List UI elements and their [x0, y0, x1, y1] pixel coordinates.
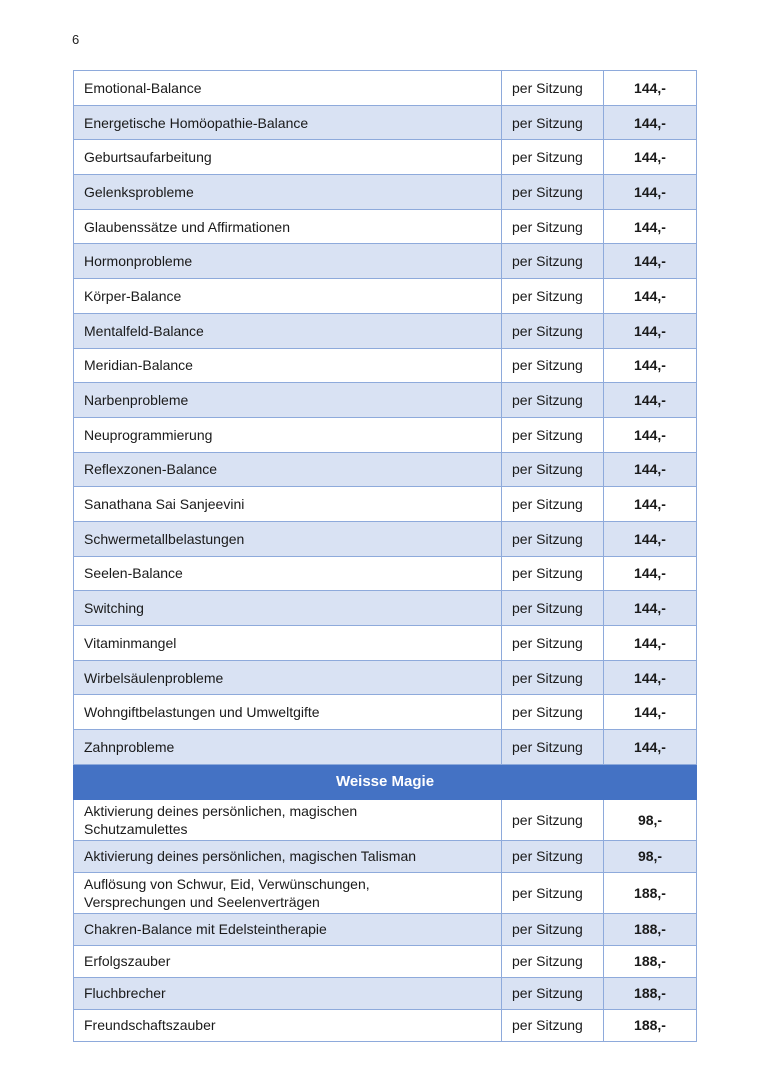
table-row: [74, 521, 697, 556]
service-price: 144,-: [604, 730, 697, 765]
service-name: Neuprogrammierung: [74, 417, 502, 452]
service-price: 144,-: [604, 626, 697, 661]
service-name: Mentalfeld-Balance: [74, 313, 502, 348]
service-price: 188,-: [604, 977, 697, 1009]
table-row: [74, 71, 697, 106]
service-price: 144,-: [604, 695, 697, 730]
service-name-line: Auflösung von Schwur, Eid, Verwünschungen,: [84, 875, 370, 892]
billing-unit: per Sitzung: [502, 591, 604, 626]
billing-unit: per Sitzung: [502, 1009, 604, 1041]
table-row: [74, 279, 697, 314]
service-name: [74, 872, 502, 913]
service-name: Wohngiftbelastungen und Umweltgifte: [74, 695, 502, 730]
billing-unit: per Sitzung: [502, 71, 604, 106]
billing-unit: per Sitzung: [502, 175, 604, 210]
service-price: 144,-: [604, 660, 697, 695]
page-number: 6: [72, 32, 80, 47]
billing-unit: per Sitzung: [502, 799, 604, 840]
table-row: [74, 175, 697, 210]
service-name: Hormonprobleme: [74, 244, 502, 279]
service-price: 144,-: [604, 71, 697, 106]
service-price: 144,-: [604, 313, 697, 348]
service-price: 98,-: [604, 799, 697, 840]
service-name: Chakren-Balance mit Edelsteintherapie: [74, 913, 502, 945]
service-price: 188,-: [604, 913, 697, 945]
billing-unit: per Sitzung: [502, 140, 604, 175]
billing-unit: per Sitzung: [502, 695, 604, 730]
service-price: 144,-: [604, 487, 697, 522]
service-name: Fluchbrecher: [74, 977, 502, 1009]
table-row: [74, 244, 697, 279]
service-name: Aktivierung deines persönlichen, magischen Talisman: [74, 840, 502, 872]
service-name: [74, 799, 502, 840]
service-name: Erfolgszauber: [74, 945, 502, 977]
billing-unit: per Sitzung: [502, 913, 604, 945]
service-name-line: Schutzamulettes: [84, 820, 188, 837]
table-row: [74, 209, 697, 244]
service-name: Reflexzonen-Balance: [74, 452, 502, 487]
billing-unit: per Sitzung: [502, 105, 604, 140]
service-name: Meridian-Balance: [74, 348, 502, 383]
service-price: 144,-: [604, 279, 697, 314]
service-price: 144,-: [604, 591, 697, 626]
table-row: [74, 313, 697, 348]
service-price: 144,-: [604, 348, 697, 383]
table-row: [74, 660, 697, 695]
service-name: Switching: [74, 591, 502, 626]
service-price: 144,-: [604, 105, 697, 140]
table-row: [74, 1009, 697, 1041]
service-price: 144,-: [604, 209, 697, 244]
table-row: [74, 105, 697, 140]
billing-unit: per Sitzung: [502, 660, 604, 695]
billing-unit: per Sitzung: [502, 556, 604, 591]
table-row: [74, 840, 697, 872]
table-row: [74, 417, 697, 452]
table-row: [74, 977, 697, 1009]
service-name: Seelen-Balance: [74, 556, 502, 591]
service-name: Wirbelsäulenprobleme: [74, 660, 502, 695]
service-name: Energetische Homöopathie-Balance: [74, 105, 502, 140]
billing-unit: per Sitzung: [502, 313, 604, 348]
service-name: Zahnprobleme: [74, 730, 502, 765]
table-row: [74, 730, 697, 765]
service-price: 144,-: [604, 244, 697, 279]
table-row: [74, 695, 697, 730]
billing-unit: per Sitzung: [502, 244, 604, 279]
service-price: 188,-: [604, 872, 697, 913]
billing-unit: per Sitzung: [502, 487, 604, 522]
section-header: [74, 764, 697, 799]
service-price: 144,-: [604, 452, 697, 487]
table-row: [74, 487, 697, 522]
billing-unit: per Sitzung: [502, 417, 604, 452]
table-row: [74, 556, 697, 591]
table-row: [74, 945, 697, 977]
service-price: 98,-: [604, 840, 697, 872]
billing-unit: per Sitzung: [502, 945, 604, 977]
service-name: Geburtsaufarbeitung: [74, 140, 502, 175]
billing-unit: per Sitzung: [502, 730, 604, 765]
price-table: [73, 70, 697, 1042]
table-row: [74, 140, 697, 175]
service-price: 188,-: [604, 1009, 697, 1041]
table-row: [74, 626, 697, 661]
billing-unit: per Sitzung: [502, 452, 604, 487]
service-name: Schwermetallbelastungen: [74, 521, 502, 556]
service-price: 144,-: [604, 556, 697, 591]
service-price: 144,-: [604, 175, 697, 210]
table-row: [74, 383, 697, 418]
service-price: 188,-: [604, 945, 697, 977]
billing-unit: per Sitzung: [502, 872, 604, 913]
billing-unit: per Sitzung: [502, 209, 604, 244]
billing-unit: per Sitzung: [502, 840, 604, 872]
billing-unit: per Sitzung: [502, 279, 604, 314]
table-row: [74, 872, 697, 913]
service-name: Vitaminmangel: [74, 626, 502, 661]
service-price: 144,-: [604, 383, 697, 418]
service-price: 144,-: [604, 417, 697, 452]
table-row: [74, 348, 697, 383]
service-name: Körper-Balance: [74, 279, 502, 314]
service-name: Narbenprobleme: [74, 383, 502, 418]
table-row: [74, 913, 697, 945]
service-name-line: Versprechungen und Seelenverträgen: [84, 893, 320, 910]
service-name-line: Aktivierung deines persönlichen, magischen: [84, 802, 358, 819]
billing-unit: per Sitzung: [502, 348, 604, 383]
service-price: 144,-: [604, 521, 697, 556]
service-name: Freundschaftszauber: [74, 1009, 502, 1041]
billing-unit: per Sitzung: [502, 521, 604, 556]
service-name: Glaubenssätze und Affirmationen: [74, 209, 502, 244]
service-price: 144,-: [604, 140, 697, 175]
section-title: Weisse Magie: [74, 764, 697, 799]
service-name: Gelenksprobleme: [74, 175, 502, 210]
billing-unit: per Sitzung: [502, 626, 604, 661]
table-row: [74, 591, 697, 626]
table-row: [74, 452, 697, 487]
billing-unit: per Sitzung: [502, 977, 604, 1009]
service-name: Emotional-Balance: [74, 71, 502, 106]
table-row: [74, 799, 697, 840]
billing-unit: per Sitzung: [502, 383, 604, 418]
service-name: Sanathana Sai Sanjeevini: [74, 487, 502, 522]
